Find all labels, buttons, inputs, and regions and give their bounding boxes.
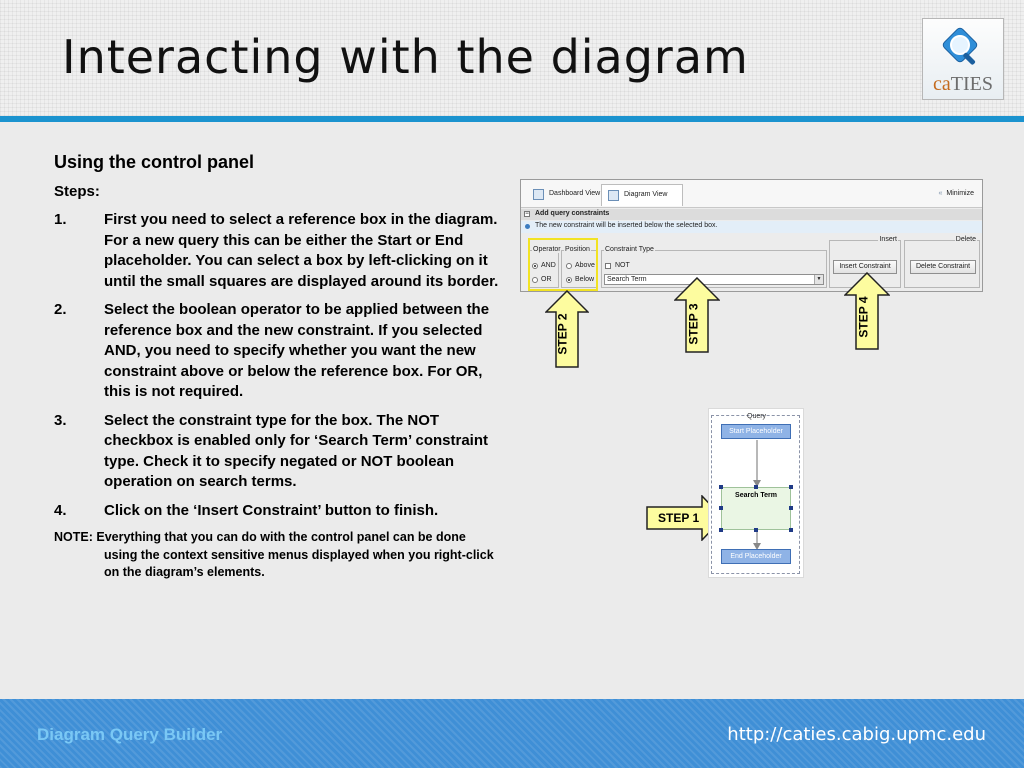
search-term-node[interactable]: Search Term	[721, 487, 791, 530]
step-item	[54, 300, 502, 403]
insert-constraint-button[interactable]: Insert Constraint	[833, 260, 897, 274]
footer-url[interactable]: http://caties.cabig.upmc.edu	[727, 724, 986, 745]
info-bar: The new constraint will be inserted below the selected box.	[521, 221, 982, 233]
highlight-box	[528, 238, 598, 291]
step-text: Select the constraint type for the box. The NOT checkbox is enabled only for ‘Search Term’ constraint type. Check it to specify negated or NOT boolean operation on search terms.	[104, 411, 489, 490]
view-tabbar	[521, 180, 982, 208]
step-2-label: STEP 2	[555, 313, 570, 355]
steps-label: Steps:	[54, 183, 100, 200]
step-number: 3.	[54, 411, 67, 429]
step-2-callout	[545, 290, 589, 368]
step-number: 4.	[54, 501, 67, 519]
section-subtitle: Using the control panel	[54, 152, 255, 172]
slide-header	[0, 0, 1024, 116]
constraint-type-group: Constraint Type NOT Search Term ▼	[601, 250, 827, 288]
info-icon	[525, 224, 530, 229]
selection-handle[interactable]	[789, 485, 793, 489]
note-text: NOTE: Everything that you can do with the control panel can be done using the context sensitive menus displayed when you right-click on the diagram’s elements.	[54, 530, 494, 579]
constraint-type-select[interactable]: Search Term ▼	[604, 274, 824, 285]
step-item	[54, 411, 502, 493]
position-group: Position Above Below	[561, 250, 597, 288]
selection-handle[interactable]	[719, 506, 723, 510]
not-checkbox[interactable]	[605, 263, 611, 269]
step-4-label: STEP 4	[856, 296, 871, 338]
magnifier-icon	[940, 25, 986, 71]
selection-handle[interactable]	[719, 485, 723, 489]
query-frame-label: Query	[747, 413, 767, 420]
start-placeholder-node[interactable]: Start Placeholder	[721, 424, 791, 439]
step-text: Click on the ‘Insert Constraint’ button to finish.	[104, 501, 439, 519]
diagram-icon	[608, 190, 619, 201]
step-number: 2.	[54, 301, 67, 318]
insert-group: Insert Insert Constraint	[829, 240, 901, 288]
slide-footer	[0, 699, 1024, 768]
step-item	[54, 210, 502, 292]
minimize-button[interactable]: « Minimize	[938, 190, 974, 197]
selection-handle[interactable]	[719, 528, 723, 532]
delete-group: Delete Delete Constraint	[904, 240, 980, 288]
selection-handle[interactable]	[789, 506, 793, 510]
selection-handle[interactable]	[754, 528, 758, 532]
step-4-callout	[844, 272, 890, 350]
header-divider	[0, 116, 1024, 122]
step-item	[54, 501, 502, 522]
step-text: Select the boolean operator to be applied between the reference box and the new constraint. If you selected AND, you need to specify whether you want the new constraint above or below the reference box. For OR, this is not required.	[104, 301, 490, 400]
dropdown-arrow-icon[interactable]: ▼	[814, 275, 823, 284]
delete-constraint-button[interactable]: Delete Constraint	[910, 260, 976, 274]
step-3-label: STEP 3	[686, 303, 701, 345]
caties-logo	[922, 18, 1004, 100]
dashboard-icon	[533, 189, 544, 200]
collapse-icon[interactable]: −	[525, 211, 529, 217]
step-number: 1.	[54, 211, 67, 228]
footer-title: Diagram Query Builder	[37, 725, 223, 744]
step-1-label: STEP 1	[658, 511, 700, 525]
step-text: First you need to select a reference box in the diagram. For a new query this can be either the Start or End placeholder. You can select a box by left-clicking on it until the small squares are displayed around its border.	[104, 211, 499, 290]
instructions	[54, 152, 502, 582]
selection-handle[interactable]	[754, 485, 758, 489]
operator-group: Operator AND OR	[529, 250, 559, 288]
tab-diagram-view[interactable]: Diagram View	[601, 184, 683, 206]
end-placeholder-node[interactable]: End Placeholder	[721, 549, 791, 564]
slide-title: Interacting with the diagram	[62, 30, 749, 84]
section-header[interactable]: − Add query constraints	[521, 209, 982, 220]
logo-wordmark: caTIES	[933, 73, 993, 95]
step-3-callout	[674, 277, 720, 353]
tab-dashboard-view[interactable]: Dashboard View	[527, 184, 599, 206]
double-chevron-left-icon: «	[938, 190, 943, 197]
selection-handle[interactable]	[789, 528, 793, 532]
